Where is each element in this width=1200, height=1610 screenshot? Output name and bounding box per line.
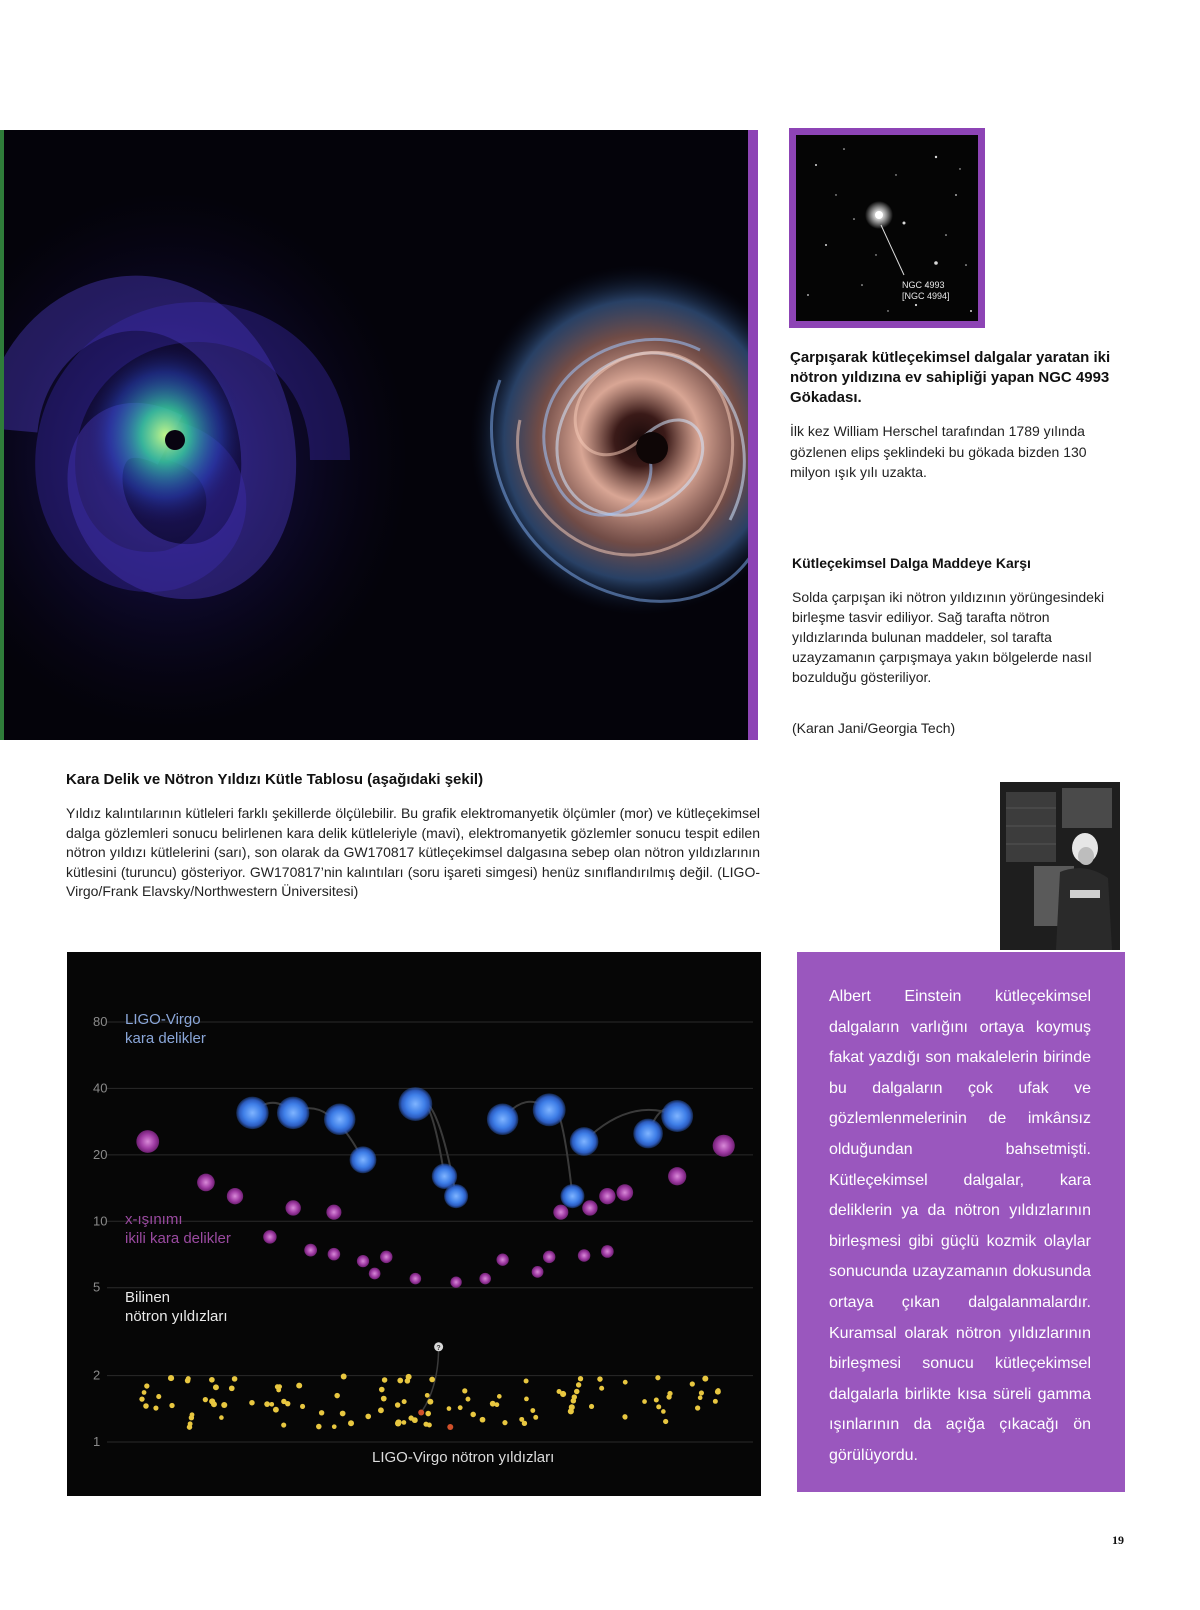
galaxy-caption-title: Çarpışarak kütleçekimsel dalgalar yaratan iki nötron yıldızına ev sahipliği yapan NGC 4993 Gökadası. <box>790 349 1111 406</box>
series-labels <box>125 1011 554 1466</box>
neutron-star-point <box>656 1404 661 1409</box>
neutron-star-point <box>221 1402 227 1408</box>
neutron-star-point <box>348 1420 354 1426</box>
xray-binary-point <box>410 1273 422 1285</box>
neutron-star-point <box>153 1405 158 1410</box>
neutron-star-merger-illustration <box>0 130 748 740</box>
neutron-star-point <box>285 1401 290 1406</box>
y-axis-labels <box>93 1014 107 1449</box>
neutron-star-point <box>269 1402 274 1407</box>
neutron-star-point <box>597 1376 602 1381</box>
question-mark-icon: ? <box>436 1344 441 1352</box>
xray-binary-point <box>599 1188 615 1204</box>
xray-binary-point <box>326 1205 341 1220</box>
series-label: ikili kara delikler <box>125 1230 231 1247</box>
xray-binary-point <box>553 1205 568 1220</box>
neutron-star-point <box>667 1391 672 1396</box>
neutron-star-point <box>381 1396 387 1402</box>
neutron-star-point <box>213 1384 219 1390</box>
neutron-star-point <box>447 1406 452 1411</box>
neutron-star-point <box>655 1375 660 1380</box>
series-label: LIGO-Virgo nötron yıldızları <box>372 1449 555 1466</box>
galaxy-label-line1: NGC 4993 <box>902 280 945 290</box>
neutron-star-point <box>190 1412 195 1417</box>
neutron-star-point <box>219 1415 224 1420</box>
series-label: x-ışınımı <box>125 1211 183 1228</box>
neutron-star-point <box>142 1390 147 1395</box>
xray-binary-point <box>369 1268 381 1280</box>
xray-binary-point <box>578 1249 590 1261</box>
neutron-star-point <box>642 1399 647 1404</box>
neutron-star-point <box>425 1393 430 1398</box>
sidebar-heading: Kütleçekimsel Dalga Maddeye Karşı <box>792 555 1031 571</box>
series-label: kara delikler <box>125 1030 206 1047</box>
neutron-star-point <box>273 1407 279 1413</box>
xray-binary-point <box>668 1167 686 1185</box>
neutron-star-point <box>569 1404 575 1410</box>
neutron-star-point <box>524 1379 529 1384</box>
neutron-star-point <box>466 1397 471 1402</box>
neutron-star-point <box>713 1399 718 1404</box>
xray-binary-point <box>496 1254 508 1266</box>
neutron-star-point <box>341 1374 347 1380</box>
neutron-star-point <box>209 1377 215 1383</box>
xray-binary-point <box>616 1184 633 1201</box>
neutron-star-point <box>340 1411 346 1417</box>
neutron-star-point <box>663 1419 668 1424</box>
neutron-star-point <box>623 1380 628 1385</box>
neutron-star-point <box>397 1378 403 1384</box>
neutron-star-point <box>211 1401 217 1407</box>
ligo-neutron-star-point <box>418 1410 424 1416</box>
xray-binary-point <box>197 1174 215 1192</box>
neutron-star-point <box>408 1415 413 1420</box>
y-tick-label: 20 <box>93 1146 108 1162</box>
neutron-star-point <box>169 1403 174 1408</box>
neutron-star-point <box>402 1399 407 1404</box>
hero-left-edge <box>0 130 4 740</box>
neutron-star-point <box>188 1421 193 1426</box>
black-hole-point <box>560 1184 584 1208</box>
neutron-star-point <box>334 1393 340 1399</box>
neutron-star-point <box>168 1375 174 1381</box>
y-tick-label: 10 <box>93 1213 108 1229</box>
neutron-star-point <box>699 1390 704 1395</box>
neutron-star-point <box>316 1424 322 1430</box>
einstein-photo <box>1000 782 1120 950</box>
neutron-star-point <box>139 1396 144 1401</box>
neutron-star-point <box>654 1398 659 1403</box>
page-number: 19 <box>1112 1533 1124 1547</box>
xray-binary-point <box>227 1188 243 1204</box>
neutron-star-point <box>296 1383 302 1389</box>
neutron-star-point <box>229 1385 235 1391</box>
neutron-star-point <box>458 1405 463 1410</box>
neutron-star-point <box>378 1407 384 1413</box>
neutron-star-point <box>275 1384 280 1389</box>
mass-chart <box>67 952 761 1496</box>
black-hole-point <box>277 1097 309 1129</box>
galaxy-photo-frame <box>789 128 985 328</box>
einstein-photo-art <box>1000 782 1120 950</box>
neutron-star-point <box>578 1376 583 1381</box>
xray-binary-point <box>479 1273 491 1285</box>
sidebar-body: Solda çarpışan iki nötron yıldızının yörüngesindeki birleşme tasvir ediliyor. Sağ tarafta nötron yıldızlarında bulunan maddeler, sol tarafta uzayzamanın çarpışmaya yakın bölgelerde nasıl bozulduğu gösteriliyor. <box>792 589 1105 685</box>
star-field <box>796 135 978 321</box>
galaxy-photo-label <box>902 280 950 302</box>
neutron-star-point <box>429 1377 435 1383</box>
neutron-star-point <box>560 1391 566 1397</box>
galaxy-caption-body: İlk kez William Herschel tarafından 1789 yılında gözlenen elips şeklindeki bu gökada bizden 130 milyon ışık yılı uzakta. <box>790 423 1087 480</box>
neutron-star-point <box>365 1414 371 1420</box>
neutron-star-point <box>622 1414 627 1419</box>
neutron-star-point <box>470 1412 476 1418</box>
xray-binary-point <box>136 1130 159 1153</box>
neutron-star-point <box>425 1411 431 1417</box>
neutron-star-point <box>574 1389 579 1394</box>
xray-binary-point <box>357 1255 369 1267</box>
series-label: LIGO-Virgo <box>125 1011 201 1028</box>
xray-binary-point <box>713 1135 735 1157</box>
black-hole-point <box>398 1087 432 1121</box>
sidebar-credit: (Karan Jani/Georgia Tech) <box>792 720 956 736</box>
y-tick-label: 40 <box>93 1080 108 1096</box>
neutron-star-point <box>395 1420 401 1426</box>
neutron-star-point <box>480 1417 486 1423</box>
neutron-star-point <box>690 1381 695 1386</box>
neutron-star-point <box>143 1403 149 1409</box>
neutron-star-point <box>395 1402 400 1407</box>
neutron-star-point <box>427 1399 433 1405</box>
neutron-star-point <box>332 1424 337 1429</box>
galaxy-label-line2: [NGC 4994] <box>902 291 950 301</box>
merger-links <box>252 1100 677 1412</box>
neutron-star-point <box>462 1388 467 1393</box>
neutron-star-point <box>281 1422 286 1427</box>
ngc4993-photo <box>796 135 978 321</box>
neutron-star-point <box>156 1394 161 1399</box>
black-hole-point <box>661 1100 693 1132</box>
neutron-star-point <box>249 1400 254 1405</box>
xray-binary-point <box>380 1251 392 1263</box>
series-label: Bilinen <box>125 1289 171 1306</box>
y-tick-label: 2 <box>93 1367 101 1383</box>
xray-binary-point <box>328 1248 341 1261</box>
neutron-star-point <box>576 1382 581 1387</box>
xray-binary-point <box>263 1230 276 1243</box>
chart-description: Yıldız kalıntılarının kütleleri farklı şekillerde ölçülebilir. Bu grafik elektromanyetik ölçümler (mor) ve kütleçekimsel dalga gözlemleri sonucu belirlenen kara delik kütleleriyle (mavi), elektromanyetik gözlemler sonucu tespit edilen nötron yıldızı kütlelerini (sarı), son olarak da GW170817 kütleçekimsel dalgasına sebep olan nötron yıldızlarının kütlesini (turuncu) gösteriyor. GW170817’nin kalıntıları (soru işareti simgesi) henüz sınıflandırılmış değil. (LIGO-Virgo/Frank Elavsky/Northwestern Üniversitesi) <box>66 805 760 899</box>
xray-binary-point <box>582 1200 597 1215</box>
neutron-star-point <box>203 1397 208 1402</box>
merger-artwork <box>0 130 748 740</box>
black-hole-point <box>487 1103 519 1135</box>
mass-chart-svg <box>67 952 761 1496</box>
hero-accent-bar <box>748 130 758 740</box>
black-hole-point <box>236 1097 268 1129</box>
neutron-star-point <box>406 1374 412 1380</box>
xray-binary-point <box>304 1244 317 1257</box>
black-hole-point <box>444 1184 468 1208</box>
neutron-star-point <box>379 1387 385 1393</box>
xray-binary-point <box>532 1266 544 1278</box>
neutron-star-point <box>661 1409 666 1414</box>
neutron-star-point <box>572 1394 577 1399</box>
y-tick-label: 80 <box>93 1014 108 1029</box>
neutron-star-point <box>495 1402 500 1407</box>
black-hole-point <box>533 1093 566 1126</box>
neutron-star-point <box>695 1405 700 1410</box>
neutron-star-point <box>519 1417 524 1422</box>
neutron-star-point <box>264 1401 270 1407</box>
neutron-star-point <box>186 1376 191 1381</box>
neutron-star-point <box>300 1404 305 1409</box>
black-hole-point <box>570 1127 599 1156</box>
series-label: nötron yıldızları <box>125 1308 228 1325</box>
einstein-note-box <box>797 952 1125 1492</box>
neutron-star-point <box>232 1376 238 1382</box>
neutron-star-point <box>144 1383 149 1388</box>
ligo-neutron-star-point <box>447 1424 453 1430</box>
black-hole-point <box>324 1103 356 1135</box>
einstein-note-text: Albert Einstein kütleçekimsel dalgaların varlığını ortaya koymuş fakat yazdığı son makalelerin birinde bu dalgaların çok ufak ve gözlemlenmelerinin de imkânsız olduğundan bahsetmişti. Kütleçekimsel dalgalar, kara deliklerin ya da nötron yıldızlarının birleşmesi gibi güçlü kozmik olaylar sonucunda uzayzamanın dokusunda ortaya çıkan dalgalanmalardır. Kuramsal olarak nötron yıldızlarının birleşmesi sonucu kütleçekimsel dalgalarla birlikte kısa süreli gamma ışınlarının da açığa çıkacağı ön görülüyordu. <box>829 988 1091 1464</box>
neutron-star-point <box>533 1415 538 1420</box>
neutron-star-point <box>530 1408 535 1413</box>
y-tick-label: 5 <box>93 1279 101 1295</box>
neutron-star-point <box>524 1397 529 1402</box>
neutron-star-point <box>319 1410 324 1415</box>
neutron-star-point <box>497 1394 502 1399</box>
xray-binary-point <box>601 1245 614 1258</box>
neutron-star-point <box>502 1420 507 1425</box>
neutron-star-point <box>716 1388 721 1393</box>
neutron-star-point <box>382 1377 388 1383</box>
neutron-star-point <box>589 1404 594 1409</box>
black-hole-point <box>633 1119 663 1149</box>
chart-heading: Kara Delik ve Nötron Yıldızı Kütle Tablosu (aşağıdaki şekil) <box>66 771 484 788</box>
xray-binary-point <box>543 1251 555 1263</box>
neutron-star-point <box>402 1420 407 1425</box>
y-tick-label: 1 <box>93 1434 101 1449</box>
neutron-star-point <box>423 1422 428 1427</box>
xray-binary-point <box>450 1276 461 1287</box>
black-hole-point <box>350 1146 377 1173</box>
xray-binary-point <box>286 1200 301 1215</box>
neutron-star-point <box>599 1386 604 1391</box>
neutron-star-point <box>698 1395 703 1400</box>
neutron-star-point <box>702 1376 708 1382</box>
